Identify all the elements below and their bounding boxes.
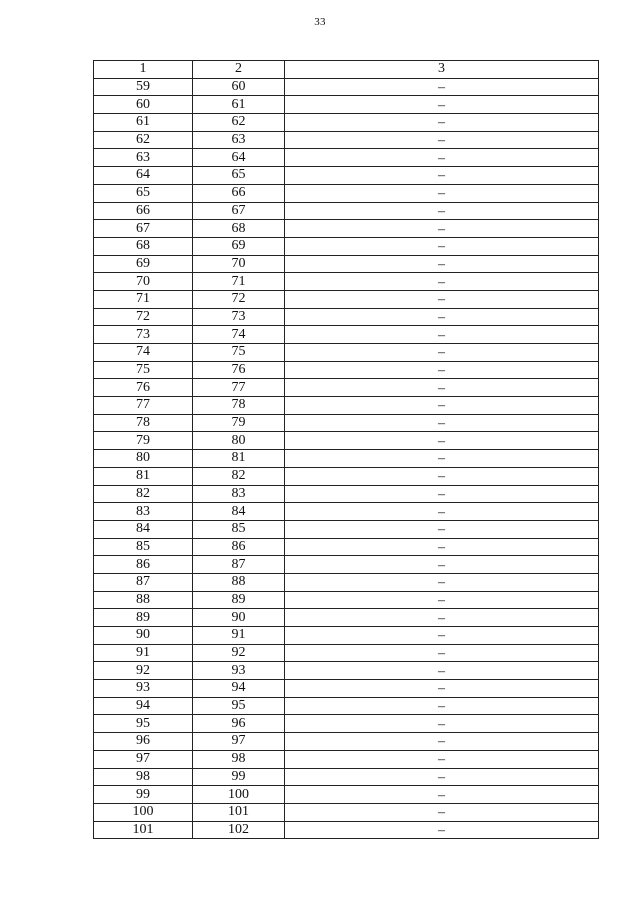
- table-cell-col-2: 86: [193, 538, 285, 556]
- dash-value: –: [438, 522, 445, 538]
- table-cell-col-2: 78: [193, 397, 285, 415]
- dash-value: –: [438, 97, 445, 113]
- dash-value: –: [438, 734, 445, 750]
- dash-value: –: [438, 309, 445, 325]
- table-cell-col-3: [285, 591, 599, 609]
- page-number: 33: [314, 16, 326, 28]
- dash-value: –: [438, 363, 445, 379]
- table-cell-col-1: 89: [94, 609, 193, 627]
- table-cell-col-2: 74: [193, 326, 285, 344]
- table-cell-col-2: 67: [193, 202, 285, 220]
- table-row: [94, 697, 599, 715]
- table-row: [94, 715, 599, 733]
- table-cell-col-1: 67: [94, 220, 193, 238]
- table-cell-col-2: 84: [193, 503, 285, 521]
- table-cell-col-3: [285, 78, 599, 96]
- table-row: [94, 591, 599, 609]
- table-row: [94, 733, 599, 751]
- header-row: [94, 61, 599, 79]
- table-cell-col-3: [285, 503, 599, 521]
- dash-value: –: [438, 681, 445, 697]
- table-cell-col-1: 92: [94, 662, 193, 680]
- dash-value: –: [438, 168, 445, 184]
- table-cell-col-1: 91: [94, 644, 193, 662]
- table-cell-col-3: [285, 326, 599, 344]
- table-cell-col-2: 64: [193, 149, 285, 167]
- table-cell-col-3: [285, 290, 599, 308]
- table-cell-col-2: 76: [193, 361, 285, 379]
- table-cell-col-1: 83: [94, 503, 193, 521]
- dash-value: –: [438, 822, 445, 838]
- table-cell-col-1: 63: [94, 149, 193, 167]
- table-cell-col-2: 81: [193, 450, 285, 468]
- dash-value: –: [438, 557, 445, 573]
- data-table: [93, 60, 599, 839]
- table-row: [94, 750, 599, 768]
- table-cell-col-3: [285, 715, 599, 733]
- dash-value: –: [438, 451, 445, 467]
- table-cell-col-1: 64: [94, 167, 193, 185]
- dash-value: –: [438, 115, 445, 131]
- table-cell-col-2: 102: [193, 821, 285, 839]
- table-cell-col-2: 69: [193, 237, 285, 255]
- table-row: [94, 237, 599, 255]
- table-row: [94, 308, 599, 326]
- table-cell-col-3: [285, 467, 599, 485]
- table-row: [94, 414, 599, 432]
- dash-value: –: [438, 150, 445, 166]
- table-row: [94, 131, 599, 149]
- table-cell-col-1: 71: [94, 290, 193, 308]
- table-cell-col-3: [285, 609, 599, 627]
- table-cell-col-2: 87: [193, 556, 285, 574]
- table-cell-col-3: [285, 220, 599, 238]
- table-row: [94, 556, 599, 574]
- table-cell-col-1: 80: [94, 450, 193, 468]
- dash-value: –: [438, 504, 445, 520]
- dash-value: –: [438, 274, 445, 290]
- table-cell-col-2: 95: [193, 697, 285, 715]
- table-cell-col-2: 96: [193, 715, 285, 733]
- table-cell-col-1: 88: [94, 591, 193, 609]
- table-cell-col-3: [285, 556, 599, 574]
- dash-value: –: [438, 203, 445, 219]
- table-row: [94, 803, 599, 821]
- table-cell-col-3: [285, 149, 599, 167]
- table-row: [94, 467, 599, 485]
- dash-value: –: [438, 133, 445, 149]
- dash-value: –: [438, 592, 445, 608]
- dash-value: –: [438, 699, 445, 715]
- table-row: [94, 520, 599, 538]
- table-cell-col-1: 61: [94, 114, 193, 132]
- dash-value: –: [438, 380, 445, 396]
- dash-value: –: [438, 345, 445, 361]
- table-row: [94, 609, 599, 627]
- table-cell-col-2: 71: [193, 273, 285, 291]
- table-cell-col-1: 59: [94, 78, 193, 96]
- table-row: [94, 290, 599, 308]
- table-cell-col-2: 98: [193, 750, 285, 768]
- table-cell-col-3: [285, 167, 599, 185]
- table-cell-col-2: 68: [193, 220, 285, 238]
- table-cell-col-2: 91: [193, 627, 285, 645]
- table-cell-col-1: 66: [94, 202, 193, 220]
- table-cell-col-3: [285, 414, 599, 432]
- table-cell-col-2: 77: [193, 379, 285, 397]
- table-cell-col-3: [285, 520, 599, 538]
- table-cell-col-1: 82: [94, 485, 193, 503]
- table-cell-col-3: [285, 538, 599, 556]
- dash-value: –: [438, 186, 445, 202]
- table-cell-col-3: [285, 379, 599, 397]
- table-cell-col-2: 79: [193, 414, 285, 432]
- table-cell-col-3: [285, 573, 599, 591]
- table-cell-col-1: 94: [94, 697, 193, 715]
- table-cell-col-2: 92: [193, 644, 285, 662]
- table-cell-col-1: 98: [94, 768, 193, 786]
- table-row: [94, 538, 599, 556]
- table-cell-col-3: [285, 184, 599, 202]
- dash-value: –: [438, 256, 445, 272]
- table-cell-col-1: 99: [94, 786, 193, 804]
- table-row: [94, 167, 599, 185]
- dash-value: –: [438, 221, 445, 237]
- table-cell-col-1: 75: [94, 361, 193, 379]
- table-cell-col-2: 75: [193, 344, 285, 362]
- table-cell-col-3: [285, 237, 599, 255]
- table-row: [94, 220, 599, 238]
- table-cell-col-1: 62: [94, 131, 193, 149]
- table-cell-col-2: 66: [193, 184, 285, 202]
- table-cell-col-3: [285, 485, 599, 503]
- dash-value: –: [438, 716, 445, 732]
- table-cell-col-3: [285, 361, 599, 379]
- table-cell-col-3: [285, 202, 599, 220]
- dash-value: –: [438, 486, 445, 502]
- header-cell-3: 3: [285, 61, 599, 79]
- table-row: [94, 397, 599, 415]
- table-cell-col-1: 93: [94, 680, 193, 698]
- table-row: [94, 273, 599, 291]
- table-cell-col-3: [285, 768, 599, 786]
- dash-value: –: [438, 327, 445, 343]
- table-row: [94, 485, 599, 503]
- table-row: [94, 503, 599, 521]
- table-cell-col-3: [285, 96, 599, 114]
- dash-value: –: [438, 663, 445, 679]
- table-cell-col-1: 96: [94, 733, 193, 751]
- table-cell-col-2: 82: [193, 467, 285, 485]
- dash-value: –: [438, 787, 445, 803]
- table-cell-col-2: 101: [193, 803, 285, 821]
- table-cell-col-2: 80: [193, 432, 285, 450]
- table-cell-col-1: 79: [94, 432, 193, 450]
- table-cell-col-2: 100: [193, 786, 285, 804]
- table-cell-col-2: 65: [193, 167, 285, 185]
- table-row: [94, 361, 599, 379]
- dash-value: –: [438, 610, 445, 626]
- table-row: [94, 255, 599, 273]
- table-cell-col-3: [285, 680, 599, 698]
- table-cell-col-1: 76: [94, 379, 193, 397]
- table-cell-col-3: [285, 397, 599, 415]
- table-cell-col-2: 72: [193, 290, 285, 308]
- table-cell-col-3: [285, 803, 599, 821]
- table-cell-col-3: [285, 308, 599, 326]
- dash-value: –: [438, 239, 445, 255]
- table-cell-col-3: [285, 432, 599, 450]
- dash-value: –: [438, 628, 445, 644]
- table-row: [94, 627, 599, 645]
- dash-value: –: [438, 575, 445, 591]
- table-row: [94, 432, 599, 450]
- table-row: [94, 450, 599, 468]
- table-cell-col-1: 68: [94, 237, 193, 255]
- table-cell-col-1: 90: [94, 627, 193, 645]
- table-cell-col-1: 87: [94, 573, 193, 591]
- table-row: [94, 78, 599, 96]
- table-cell-col-2: 99: [193, 768, 285, 786]
- table-cell-col-1: 65: [94, 184, 193, 202]
- table-cell-col-1: 100: [94, 803, 193, 821]
- dash-value: –: [438, 769, 445, 785]
- table-cell-col-2: 63: [193, 131, 285, 149]
- table-cell-col-3: [285, 821, 599, 839]
- table-cell-col-2: 83: [193, 485, 285, 503]
- table-row: [94, 114, 599, 132]
- table-cell-col-1: 81: [94, 467, 193, 485]
- table-cell-col-3: [285, 450, 599, 468]
- table-cell-col-2: 85: [193, 520, 285, 538]
- table-cell-col-3: [285, 644, 599, 662]
- table-cell-col-3: [285, 273, 599, 291]
- table-cell-col-2: 61: [193, 96, 285, 114]
- table-cell-col-3: [285, 344, 599, 362]
- dash-value: –: [438, 292, 445, 308]
- table-cell-col-3: [285, 627, 599, 645]
- table-cell-col-1: 77: [94, 397, 193, 415]
- table-cell-col-1: 95: [94, 715, 193, 733]
- table-cell-col-3: [285, 662, 599, 680]
- table-cell-col-2: 62: [193, 114, 285, 132]
- table-row: [94, 644, 599, 662]
- table-cell-col-3: [285, 786, 599, 804]
- table-row: [94, 96, 599, 114]
- dash-value: –: [438, 805, 445, 821]
- table-cell-col-1: 84: [94, 520, 193, 538]
- table-cell-col-1: 70: [94, 273, 193, 291]
- table-cell-col-1: 72: [94, 308, 193, 326]
- table-cell-col-2: 73: [193, 308, 285, 326]
- table-cell-col-1: 73: [94, 326, 193, 344]
- table-cell-col-2: 97: [193, 733, 285, 751]
- dash-value: –: [438, 469, 445, 485]
- table-cell-col-1: 97: [94, 750, 193, 768]
- table-row: [94, 184, 599, 202]
- table-row: [94, 573, 599, 591]
- header-cell-2: 2: [193, 61, 285, 79]
- header-cell-1: 1: [94, 61, 193, 79]
- table-cell-col-2: 90: [193, 609, 285, 627]
- dash-value: –: [438, 646, 445, 662]
- dash-value: –: [438, 416, 445, 432]
- table-cell-col-3: [285, 255, 599, 273]
- table-cell-col-1: 101: [94, 821, 193, 839]
- table-row: [94, 149, 599, 167]
- table-cell-col-1: 78: [94, 414, 193, 432]
- table-cell-col-1: 74: [94, 344, 193, 362]
- dash-value: –: [438, 398, 445, 414]
- table-row: [94, 768, 599, 786]
- table-cell-col-1: 69: [94, 255, 193, 273]
- table-cell-col-2: 89: [193, 591, 285, 609]
- table-cell-col-2: 93: [193, 662, 285, 680]
- table-cell-col-3: [285, 697, 599, 715]
- dash-value: –: [438, 433, 445, 449]
- table-cell-col-2: 94: [193, 680, 285, 698]
- table-cell-col-2: 70: [193, 255, 285, 273]
- table-row: [94, 662, 599, 680]
- dash-value: –: [438, 539, 445, 555]
- table-cell-col-1: 60: [94, 96, 193, 114]
- table-cell-col-1: 85: [94, 538, 193, 556]
- table-header: [94, 61, 599, 79]
- table-row: [94, 680, 599, 698]
- table-row: [94, 821, 599, 839]
- table-cell-col-3: [285, 131, 599, 149]
- table-cell-col-2: 60: [193, 78, 285, 96]
- table-row: [94, 202, 599, 220]
- table-cell-col-3: [285, 114, 599, 132]
- dash-value: –: [438, 752, 445, 768]
- table-row: [94, 326, 599, 344]
- table-cell-col-3: [285, 733, 599, 751]
- dash-value: –: [438, 80, 445, 96]
- table-cell-col-3: [285, 750, 599, 768]
- table-body: [94, 78, 599, 839]
- table-row: [94, 786, 599, 804]
- table-row: [94, 379, 599, 397]
- table-cell-col-1: 86: [94, 556, 193, 574]
- table-cell-col-2: 88: [193, 573, 285, 591]
- table-row: [94, 344, 599, 362]
